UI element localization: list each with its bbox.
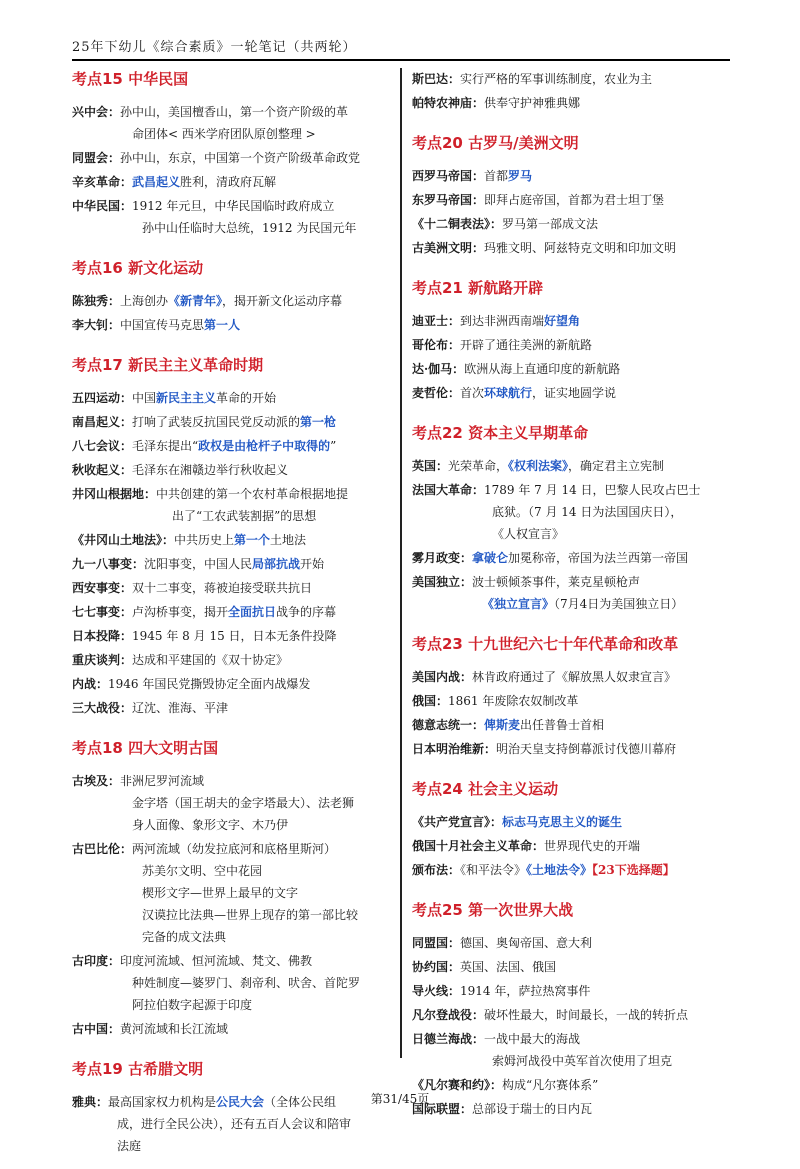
entry-line <box>412 334 730 356</box>
entry-continuation <box>72 882 392 904</box>
entry-line <box>412 237 730 259</box>
entry-text: 土地法 <box>270 533 307 547</box>
entry <box>412 189 730 211</box>
entry-term: 古印度： <box>72 954 121 968</box>
entry-line <box>72 838 392 860</box>
entry-text: 命团体< 西米学府团队原创整理 > <box>132 127 316 141</box>
highlight-text: 武昌起义 <box>132 175 181 189</box>
entry-line <box>72 195 392 217</box>
entry-text: 最高国家权力机构是 <box>108 1095 217 1109</box>
entry-text: 1861 年废除农奴制改革 <box>448 694 579 708</box>
entry-text: 胜利，清政府瓦解 <box>180 175 277 189</box>
entry <box>412 932 730 954</box>
entry-term: 重庆谈判： <box>72 653 133 667</box>
entry-text: 出任普鲁士首相 <box>520 718 605 732</box>
entry-term: 导火线： <box>412 984 461 998</box>
entry <box>412 547 730 569</box>
entry <box>72 625 392 647</box>
entry-term: 《共产党宣言》： <box>412 815 503 829</box>
entry <box>412 358 730 380</box>
entry-line <box>72 529 392 551</box>
entry-text: 首都 <box>484 169 509 183</box>
entry-line <box>72 601 392 623</box>
entry-text: 毛泽东提出“ <box>132 439 199 453</box>
entry-continuation <box>72 926 392 948</box>
entry-term: 古中国： <box>72 1022 121 1036</box>
entry-text: 一战中最大的海战 <box>484 1032 581 1046</box>
entry-line <box>72 171 392 193</box>
entry-line <box>412 382 730 404</box>
entry-continuation <box>72 814 392 836</box>
highlight-text: 《独立宣言》 <box>482 597 555 611</box>
entry-text: 阿拉伯数字起源于印度 <box>132 998 253 1012</box>
entry-line <box>412 213 730 235</box>
entry-text: 林肯政府通过了《解放黑人奴隶宣言》 <box>472 670 677 684</box>
highlight-text: 第一个 <box>234 533 271 547</box>
highlight-text: 好望角 <box>544 314 581 328</box>
entry <box>412 479 730 545</box>
entry-term: 九一八事变： <box>72 557 145 571</box>
entry-continuation <box>72 1135 392 1157</box>
entry-text: 实行严格的军事训练制度，农业为主 <box>460 72 653 86</box>
entry-line <box>72 1018 392 1040</box>
entry-text: 加冕称帝，帝国为法兰西第一帝国 <box>508 551 689 565</box>
entry-continuation <box>72 217 392 239</box>
entry-line <box>412 455 730 477</box>
entry-term: 古巴比伦： <box>72 842 133 856</box>
entry-term: 内战： <box>72 677 109 691</box>
entry-line <box>412 547 730 569</box>
entry <box>72 1018 392 1040</box>
entry-term: 美国独立： <box>412 575 473 589</box>
section-title: 考点16 新文化运动 <box>72 259 204 277</box>
entry-term: 英国： <box>412 459 449 473</box>
entry-line <box>412 479 730 501</box>
entry-continuation <box>72 792 392 814</box>
highlight-text: 政权是由枪杆子中取得的 <box>198 439 331 453</box>
entry <box>72 483 392 527</box>
entry-text: 构成“凡尔赛体系” <box>502 1078 599 1092</box>
entry-line <box>412 189 730 211</box>
entry <box>412 811 730 833</box>
entry-term: 日本投降： <box>72 629 133 643</box>
entry-text: 成，进行全民公决），还有五百人会议和陪审 <box>117 1117 352 1131</box>
entry-text: 玛雅文明、阿兹特克文明和印加文明 <box>484 241 677 255</box>
entry-text: 明治天皇支持倒幕派讨伐德川幕府 <box>496 742 677 756</box>
highlight-text: 俾斯麦 <box>484 718 521 732</box>
entry <box>72 950 392 1016</box>
entry <box>412 1028 730 1072</box>
entry-text: 首次 <box>460 386 485 400</box>
section-title: 考点19 古希腊文明 <box>72 1060 204 1078</box>
entry-term: 达·伽马： <box>412 362 465 376</box>
entry-text: 破坏性最大，时间最长，一战的转折点 <box>484 1008 689 1022</box>
entry-term: 八七会议： <box>72 439 133 453</box>
entry-text: 英国、法国、俄国 <box>460 960 557 974</box>
entry-text: 革命的开始 <box>216 391 277 405</box>
entry-text: 卢沟桥事变，揭开 <box>132 605 229 619</box>
entry <box>72 195 392 239</box>
entry-term: 南昌起义： <box>72 415 133 429</box>
entry-text: 印度河流域、恒河流域、梵文、佛教 <box>120 954 313 968</box>
section-title: 考点15 中华民国 <box>72 70 189 88</box>
entry-text: 孙中山，美国檀香山，第一个资产阶级的革 <box>120 105 349 119</box>
entry-text: 中共创建的第一个农村革命根据地提 <box>156 487 349 501</box>
section-title: 考点23 十九世纪六七十年代革命和改革 <box>412 635 679 653</box>
entry-term: 俄国十月社会主义革命： <box>412 839 545 853</box>
entry-text: 两河流域（幼发拉底河和底格里斯河） <box>132 842 337 856</box>
entry-continuation <box>72 972 392 994</box>
entry <box>72 673 392 695</box>
entry-text: 1912 年元旦，中华民国临时政府成立 <box>132 199 335 213</box>
entry-text: 孙中山，东京，中国第一个资产阶级革命政党 <box>120 151 361 165</box>
entry-text: 欧洲从海上直通印度的新航路 <box>464 362 621 376</box>
section-title: 考点25 第一次世界大战 <box>412 901 574 919</box>
entry <box>412 835 730 857</box>
entry-term: 秋收起义： <box>72 463 133 477</box>
entry-continuation <box>412 593 730 615</box>
entry-term: 五四运动： <box>72 391 133 405</box>
entry-text: 上海创办 <box>120 294 169 308</box>
entry <box>412 738 730 760</box>
entry-text: 战争的序幕 <box>276 605 337 619</box>
entry <box>412 382 730 404</box>
entry-term: 斯巴达： <box>412 72 461 86</box>
column-divider <box>400 68 402 1058</box>
entry-line <box>72 673 392 695</box>
entry-text: 供奉守护神雅典娜 <box>484 96 581 110</box>
page-header: 25年下幼儿《综合素质》一轮笔记（共两轮） <box>72 36 730 61</box>
entry <box>412 690 730 712</box>
entry-term: 古美洲文明： <box>412 241 485 255</box>
entry-term: 同盟国： <box>412 936 461 950</box>
entry <box>72 601 392 623</box>
entry-text: 辽沈、淮海、平津 <box>132 701 229 715</box>
entry-text: （7月4日为美国独立日） <box>554 597 684 611</box>
entry-line <box>72 314 392 336</box>
entry-line <box>412 68 730 90</box>
page-number: 第31/45页 <box>370 1092 430 1106</box>
entry-term: 东罗马帝国： <box>412 193 485 207</box>
section-title: 考点20 古罗马/美洲文明 <box>412 134 579 152</box>
entry <box>412 859 730 881</box>
entry-text: 德国、奥匈帝国、意大利 <box>460 936 593 950</box>
entry-line <box>72 697 392 719</box>
entry-line <box>72 290 392 312</box>
entry <box>412 68 730 90</box>
highlight-text: 标志马克思主义的诞生 <box>502 815 623 829</box>
entry-line <box>72 435 392 457</box>
entry <box>412 455 730 477</box>
entry <box>72 387 392 409</box>
section-title: 考点24 社会主义运动 <box>412 780 559 798</box>
highlight-text: 第一枪 <box>300 415 337 429</box>
entry-term: 七七事变： <box>72 605 133 619</box>
highlight-text: 《权利法案》 <box>508 459 569 473</box>
entry-line <box>412 738 730 760</box>
entry <box>412 714 730 736</box>
entry-line <box>72 483 392 505</box>
entry-text: ，证实地圆学说 <box>532 386 617 400</box>
entry <box>72 435 392 457</box>
entry-continuation <box>72 994 392 1016</box>
section-title: 考点21 新航路开辟 <box>412 279 544 297</box>
left-column <box>72 68 392 1169</box>
entry-text: 中共历史上 <box>174 533 235 547</box>
entry-line <box>412 980 730 1002</box>
entry-line <box>412 165 730 187</box>
entry-continuation <box>412 501 730 523</box>
entry-term: 日本明治维新： <box>412 742 497 756</box>
entry-term: 兴中会： <box>72 105 121 119</box>
entry-term: 颁布法： <box>412 863 461 877</box>
entry-line <box>72 459 392 481</box>
entry-text: 种姓制度—婆罗门、刹帝利、吠舍、首陀罗 <box>132 976 361 990</box>
entry-term: 辛亥革命： <box>72 175 133 189</box>
entry <box>72 838 392 948</box>
entry-term: 古埃及： <box>72 774 121 788</box>
entry <box>412 334 730 356</box>
highlight-text: 《新青年》 <box>168 294 223 308</box>
entry <box>412 980 730 1002</box>
entry <box>72 171 392 193</box>
entry-term: 雾月政变： <box>412 551 473 565</box>
entry-text: 达成和平建国的《双十协定》 <box>132 653 289 667</box>
entry <box>412 310 730 332</box>
entry <box>412 666 730 688</box>
entry-text: 1946 年国民党撕毁协定全面内战爆发 <box>108 677 311 691</box>
highlight-text: 第一人 <box>204 318 241 332</box>
highlight-text: 公民大会 <box>216 1095 265 1109</box>
entry-text: 1945 年 8 月 15 日，日本无条件投降 <box>132 629 337 643</box>
entry-text: 即拜占庭帝国，首都为君士坦丁堡 <box>484 193 665 207</box>
entry-line <box>412 835 730 857</box>
entry-term: 日德兰海战： <box>412 1032 485 1046</box>
entry-line <box>412 811 730 833</box>
entry-line <box>412 666 730 688</box>
entry-text: ，确定君主立宪制 <box>568 459 665 473</box>
entry-text: 索姆河战役中英军首次使用了坦克 <box>492 1054 673 1068</box>
entry-text: 世界现代史的开端 <box>544 839 641 853</box>
highlight-text: 局部抗战 <box>252 557 301 571</box>
entry-line <box>72 625 392 647</box>
entry <box>72 314 392 336</box>
entry <box>412 213 730 235</box>
entry-term: 李大钊： <box>72 318 121 332</box>
entry-continuation <box>72 505 392 527</box>
entry <box>72 553 392 575</box>
entry-term: 协约国： <box>412 960 461 974</box>
entry-text: ” <box>330 439 337 453</box>
entry-term: 俄国： <box>412 694 449 708</box>
entry-text: 毛泽东在湘赣边举行秋收起义 <box>132 463 289 477</box>
entry <box>72 577 392 599</box>
entry-term: 德意志统一： <box>412 718 485 732</box>
highlight-text: 新民主主义 <box>156 391 217 405</box>
entry-continuation <box>72 123 392 145</box>
entry-line <box>412 932 730 954</box>
entry-line <box>412 310 730 332</box>
entry-continuation <box>72 860 392 882</box>
entry <box>412 571 730 615</box>
entry-text: 1914 年，萨拉热窝事件 <box>460 984 591 998</box>
entry-text: 中国 <box>132 391 157 405</box>
entry-line <box>412 571 730 593</box>
entry-term: 国际联盟： <box>412 1102 473 1116</box>
entry-line <box>412 358 730 380</box>
entry-term: 雅典： <box>72 1095 109 1109</box>
entry-line <box>72 101 392 123</box>
entry <box>412 237 730 259</box>
entry-text: 非洲尼罗河流域 <box>120 774 205 788</box>
entry-text: 光荣革命， <box>448 459 509 473</box>
entry-text: 打响了武装反抗国民党反动派的 <box>132 415 301 429</box>
entry-term: 井冈山根据地： <box>72 487 157 501</box>
entry-line <box>72 950 392 972</box>
entry-text: 苏美尔文明、空中花园 <box>142 864 263 878</box>
entry-text: ，揭开新文化运动序幕 <box>222 294 343 308</box>
entry <box>72 147 392 169</box>
entry-term: 迪亚士： <box>412 314 461 328</box>
entry-text: 1789 年 7 月 14 日，巴黎人民攻占巴士 <box>484 483 701 497</box>
entry-continuation <box>412 523 730 545</box>
highlight-text: 《土地法令》 <box>526 863 593 877</box>
entry-term: 中华民国： <box>72 199 133 213</box>
entry-term: 帕特农神庙： <box>412 96 485 110</box>
highlight-text: 罗马 <box>508 169 533 183</box>
entry-term: 西罗马帝国： <box>412 169 485 183</box>
entry-term: 《十二铜表法》： <box>412 217 503 231</box>
entry <box>72 101 392 145</box>
section-title: 考点18 四大文明古国 <box>72 739 219 757</box>
entry-term: 麦哲伦： <box>412 386 461 400</box>
entry <box>72 529 392 551</box>
entry-text: 《和平法令》 <box>460 863 527 877</box>
highlight-text: 拿破仑 <box>472 551 509 565</box>
entry-text: 黄河流域和长江流域 <box>120 1022 229 1036</box>
entry-text: 完备的成文法典 <box>142 930 227 944</box>
entry-text: 沈阳事变，中国人民 <box>144 557 253 571</box>
highlight-text: 全面抗日 <box>228 605 277 619</box>
entry <box>72 770 392 836</box>
entry <box>72 649 392 671</box>
right-column <box>412 68 730 1132</box>
entry-text: 罗马第一部成文法 <box>502 217 599 231</box>
entry-text: 波士顿倾茶事件，莱克星顿枪声 <box>472 575 641 589</box>
entry-text: 总部设于瑞士的日内瓦 <box>472 1102 593 1116</box>
entry-text: 开始 <box>300 557 325 571</box>
entry <box>72 697 392 719</box>
entry-text: （全体公民组 <box>264 1095 337 1109</box>
entry-text: 《人权宣言》 <box>492 527 565 541</box>
entry-term: 《凡尔赛和约》： <box>412 1078 503 1092</box>
entry <box>72 459 392 481</box>
entry-term: 美国内战： <box>412 670 473 684</box>
entry-line <box>412 859 730 881</box>
entry <box>72 290 392 312</box>
exam-tag: 【23下选择题】 <box>592 863 675 877</box>
section-title: 考点22 资本主义早期革命 <box>412 424 589 442</box>
entry-term: 哥伦布： <box>412 338 461 352</box>
highlight-text: 环球航行 <box>484 386 533 400</box>
entry-line <box>72 553 392 575</box>
entry-line <box>72 649 392 671</box>
entry-text: 金字塔（国王胡夫的金字塔最大）、法老狮 <box>132 796 355 810</box>
entry <box>72 411 392 433</box>
entry <box>412 92 730 114</box>
entry-continuation <box>72 904 392 926</box>
entry-text: 到达非洲西南端 <box>460 314 545 328</box>
entry-continuation <box>412 1050 730 1072</box>
entry <box>412 165 730 187</box>
entry-term: 法国大革命： <box>412 483 485 497</box>
entry-text: 底狱。（7 月 14 日为法国国庆日）， <box>492 505 683 519</box>
entry-line <box>412 92 730 114</box>
entry-line <box>412 690 730 712</box>
entry-line <box>412 956 730 978</box>
entry-text: 中国宣传马克思 <box>120 318 205 332</box>
entry-line <box>72 147 392 169</box>
entry-text: 孙中山任临时大总统，1912 为民国元年 <box>142 221 357 235</box>
entry-term: 凡尔登战役： <box>412 1008 485 1022</box>
entry-text: 楔形文字—世界上最早的文字 <box>142 886 299 900</box>
entry-term: 三大战役： <box>72 701 133 715</box>
entry-line <box>72 387 392 409</box>
entry-line <box>72 411 392 433</box>
entry-line <box>412 1004 730 1026</box>
entry-text: 出了“工农武装割据”的思想 <box>172 509 317 523</box>
entry <box>412 1004 730 1026</box>
entry-line <box>412 714 730 736</box>
entry-line <box>72 770 392 792</box>
entry-text: 法庭 <box>117 1139 142 1153</box>
entry <box>412 956 730 978</box>
entry-text: 身人面像、象形文字、木乃伊 <box>132 818 289 832</box>
entry-text: 汉谟拉比法典—世界上现存的第一部比较 <box>142 908 359 922</box>
entry-term: 同盟会： <box>72 151 121 165</box>
section-title: 考点17 新民主主义革命时期 <box>72 356 264 374</box>
entry-line <box>412 1028 730 1050</box>
entry-text: 开辟了通往美洲的新航路 <box>460 338 593 352</box>
entry-line <box>72 577 392 599</box>
entry-term: 西安事变： <box>72 581 133 595</box>
entry-term: 《井冈山土地法》： <box>72 533 175 547</box>
entry-text: 双十二事变，蒋被迫接受联共抗日 <box>132 581 313 595</box>
entry-term: 陈独秀： <box>72 294 121 308</box>
